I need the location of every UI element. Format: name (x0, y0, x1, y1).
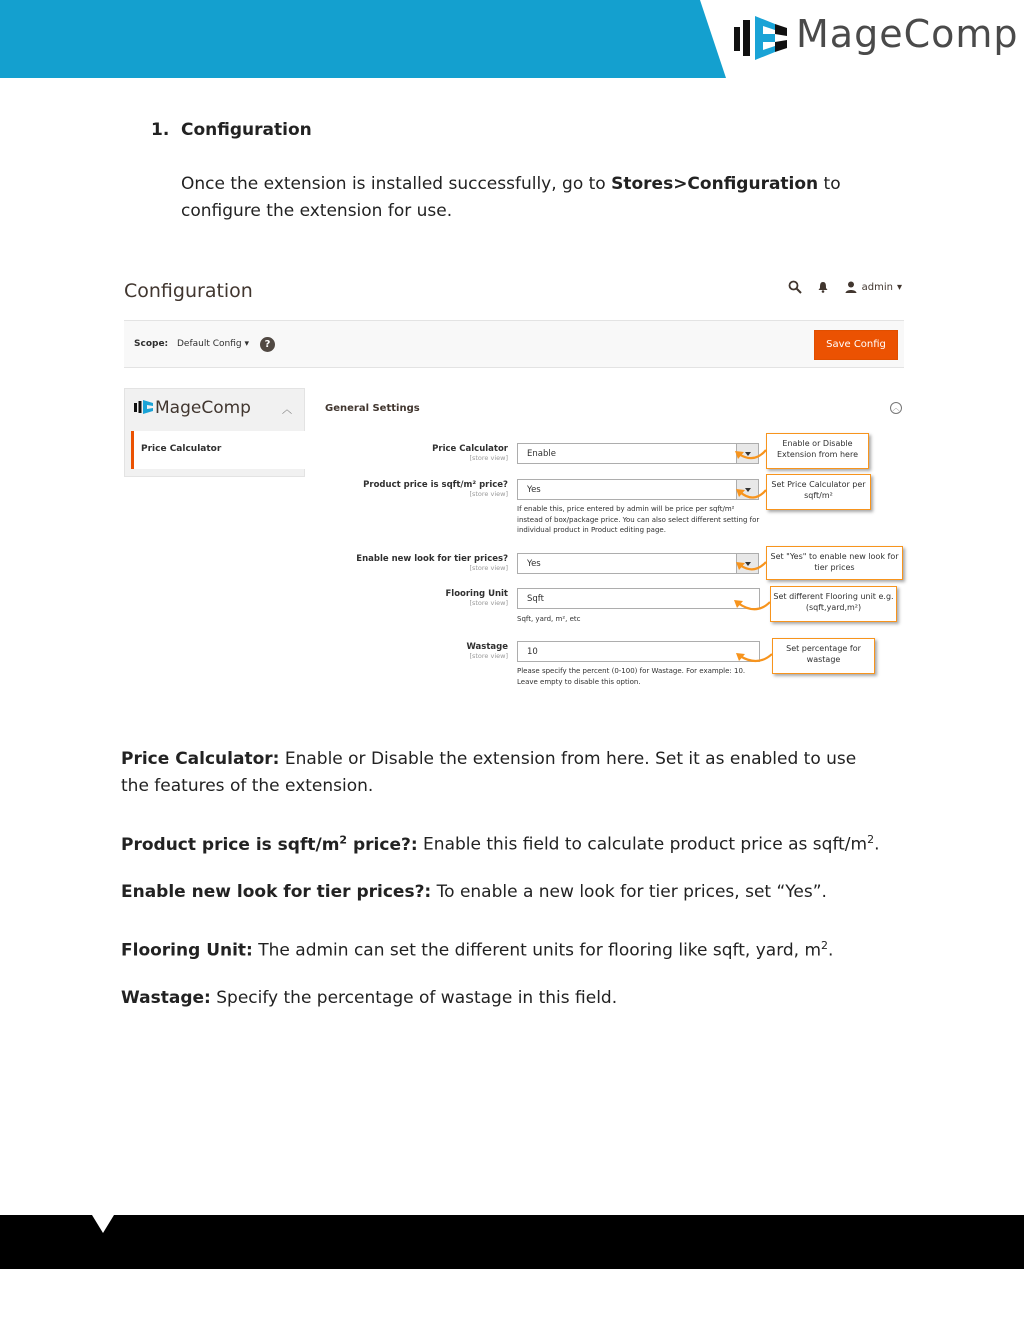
field-label-flooring-unit: Flooring Unit [store view] (445, 589, 508, 607)
sqft-price-select[interactable]: Yes (517, 479, 759, 500)
field-label-tier-prices: Enable new look for tier prices? [store view] (356, 554, 508, 572)
chevron-down-icon: ▾ (244, 339, 250, 349)
field-label-sqft-price: Product price is sqft/m² price? [store view] (363, 480, 508, 498)
desc-flooring-unit: Flooring Unit: The admin can set the different units for flooring like sqft, yard, $m^2$. (121, 939, 834, 961)
field-note-wastage: Please specify the percent (0-100) for Wastage. For example: 10. Leave empty to disable this option. (517, 667, 746, 686)
callout-sqft: Set Price Calculator per sqft/m² (766, 474, 871, 510)
user-name: admin (861, 281, 893, 293)
desc-wastage: Wastage: Specify the percentage of wastage in this field. (121, 988, 618, 1008)
section-number: 1. (151, 120, 170, 140)
field-note-sqft-price: If enable this, price entered by admin will be price per sqft/m² instead of box/package price. You can also select different setting for individual product in Product editing page. (517, 505, 760, 534)
desc-tier-prices: Enable new look for tier prices?: To enable a new look for tier prices, set “Yes”. (121, 882, 827, 902)
callout-wastage: Set percentage for wastage (772, 638, 875, 674)
chevron-down-icon: ▾ (896, 281, 902, 293)
intro-paragraph: Once the extension is installed successfully, go to Stores>Configuration to configure the extension for use. (181, 174, 841, 221)
arrow-wastage (740, 654, 772, 661)
desc-sqft-price: Product price is sqft/$m^2$ price?: Enable this field to calculate product price as sqft/$m^2$. (121, 833, 880, 855)
price-calculator-select[interactable]: Enable (517, 443, 759, 464)
collapse-icon[interactable]: ︿ (890, 402, 902, 414)
brand-name: MageComp (796, 12, 1019, 56)
callout-tier: Set "Yes" to enable new look for tier prices (766, 546, 903, 580)
page-title: Configuration (124, 280, 253, 302)
footer-notch (92, 1215, 114, 1233)
config-screenshot (118, 268, 908, 703)
callout-arrows (118, 268, 908, 703)
sidebar-logo: MageComp (133, 398, 251, 418)
callout-flooring: Set different Flooring unit e.g.(sqft,yard,m²) (770, 586, 897, 622)
scope-label: Scope: (134, 339, 169, 349)
field-note-flooring-unit: Sqft, yard, m², etc (517, 615, 581, 623)
tier-prices-select[interactable]: Yes (517, 553, 759, 574)
intro-path: Stores>Configuration (611, 174, 819, 194)
desc-price-calculator: Price Calculator: Enable or Disable the extension from here. Set it as enabled to use the features of the extension. (121, 749, 857, 796)
field-label-price-calculator: Price Calculator [store view] (432, 444, 508, 462)
sidebar-item-price-calculator[interactable]: Price Calculator (131, 431, 306, 469)
scope-switcher[interactable]: Default Config ▾ (177, 339, 250, 349)
save-config-button[interactable]: Save Config (814, 330, 898, 360)
arrow-enable (739, 450, 766, 458)
section-title: Configuration (181, 120, 312, 140)
flooring-unit-input[interactable]: Sqft (517, 588, 760, 609)
fieldset-title[interactable]: General Settings (325, 403, 420, 414)
callout-enable: Enable or Disable Extension from here (766, 433, 869, 469)
field-label-wastage: Wastage [store view] (466, 642, 508, 660)
help-icon[interactable]: ? (260, 337, 275, 352)
wastage-input[interactable]: 10 (517, 641, 760, 662)
arrow-flooring (738, 602, 770, 609)
footer-band (0, 1215, 1024, 1269)
magecomp-logo-icon (731, 12, 791, 64)
chevron-up-icon: ︿ (282, 405, 292, 416)
